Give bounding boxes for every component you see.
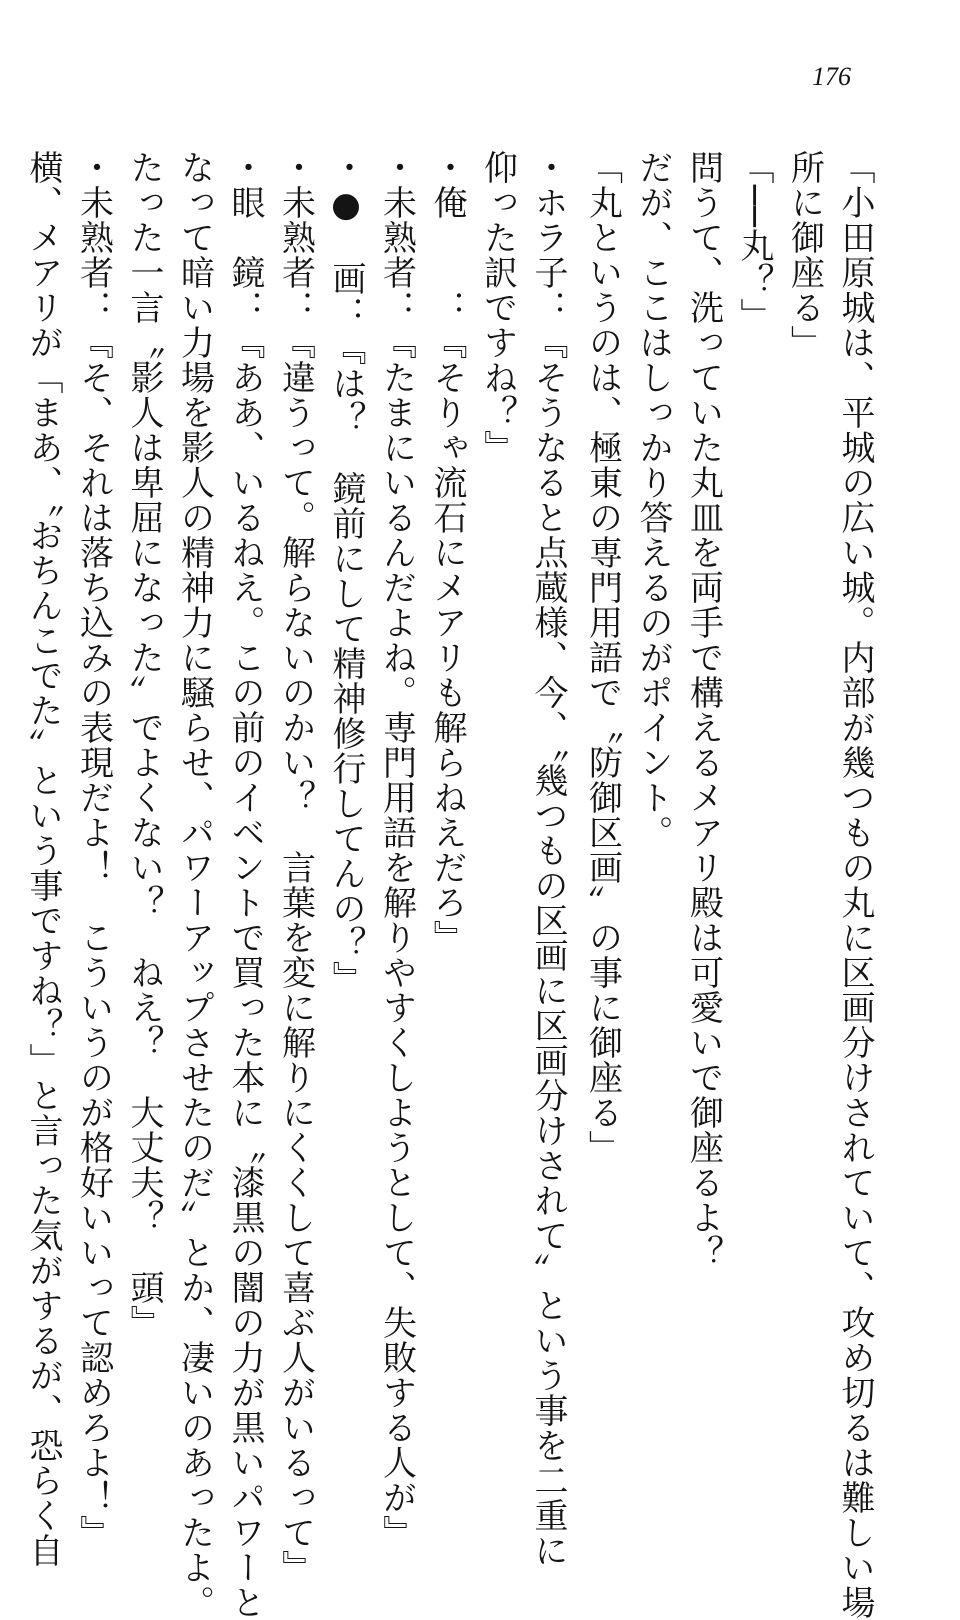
text-line: ・俺 ：『そりゃ流石にメアリも解らねえだろ』	[427, 150, 467, 955]
text-line: だが、ここはしっかり答えるのがポイント。	[633, 150, 673, 850]
text-line: 横、メアリが「まあ、〝おちんこでた〟という事ですね？」と言った気がするが、恐らく自	[23, 150, 63, 1568]
text-line: たった一言〝影人は卑屈になった〟でよくない？ ねえ？ 大丈夫？ 頭』	[124, 150, 164, 1340]
text-line: 「小田原城は、平城の広い城。内部が幾つもの丸に区画分けされていて、攻め切るは難しい場	[835, 150, 875, 1620]
page-number: 176	[812, 62, 851, 91]
vertical-text-block	[18, 150, 881, 1620]
text-line: なって暗い力場を影人の精神力に騒らせ、パワーアップさせたのだ〟とか、凄いのあったよ。	[174, 150, 215, 1620]
text-line: 問うて、洗っていた丸皿を両手で構えるメアリ殿は可愛いで御座るよ？	[683, 150, 724, 1270]
text-line: ・未熟者：『違うって。解らないのかい？ 言葉を変に解りにくくして喜ぶ人がいるって』	[275, 150, 316, 1585]
text-line: 「──丸？」	[734, 150, 774, 333]
text-line: ・ホラ子：『そうなると点蔵様、今、〝幾つもの区画に区画分けされて〟という事を二重に	[528, 150, 568, 1568]
text-line: 「丸というのは、極東の専門用語で〝防御区画〟の事に御座る」	[582, 150, 623, 1165]
text-line: ・眼 鏡：『ああ、いるねえ。この前のイベントで買った本に〝漆黒の闇の力が黒いパワーと	[225, 150, 265, 1620]
text-line: ・● 画：『は？ 鏡前にして精神修行してんの？』	[326, 150, 366, 996]
text-line: ・未熟者：『たまにいるんだよね。専門用語を解りやすくしようとして、失敗する人が』	[376, 150, 417, 1550]
text-line: 仰った訳ですね？』	[477, 150, 518, 465]
text-line: ・未熟者：『そ、それは落ち込みの表現だよ！ こういうのが格好いいって認めろよ！』	[73, 150, 114, 1550]
text-line: 所に御座る」	[784, 150, 825, 360]
